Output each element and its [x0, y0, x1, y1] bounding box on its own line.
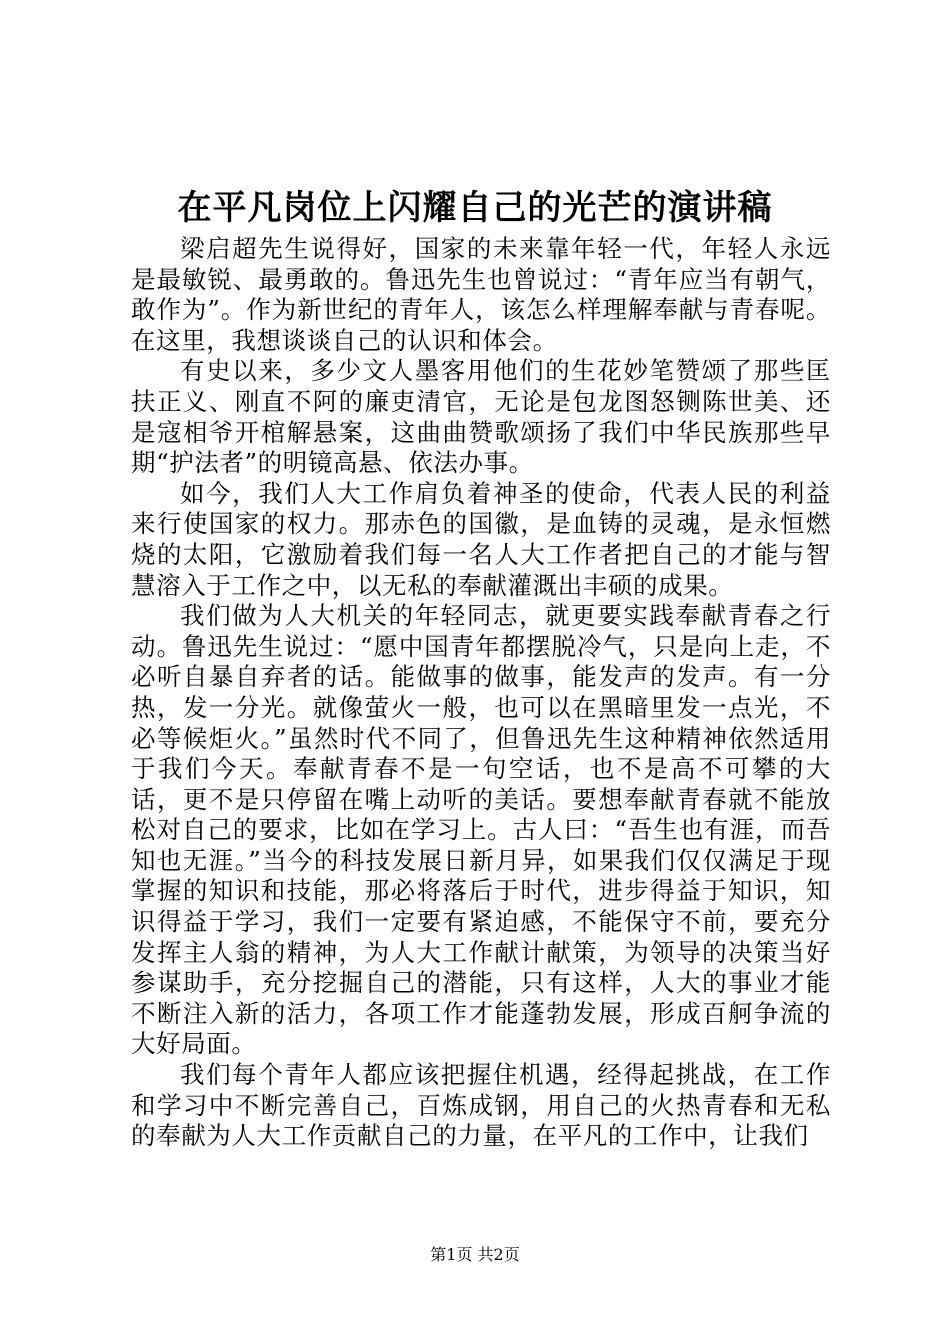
paragraph-2: 有史以来，多少文人墨客用他们的生花妙笔赞颂了那些匡扶正义、刚直不阿的廉吏清官，无论是包龙图怒铡陈世美、还是寇相爷开棺解悬案，这曲曲赞歌颂扬了我们中华民族那些早期“护法者”的明镜高悬、依法办事。 [131, 356, 831, 478]
document-title: 在平凡岗位上闪耀自己的光芒的演讲稿 [177, 188, 773, 228]
page-number-footer: 第1页 共2页 [430, 1245, 520, 1264]
paragraph-4: 我们做为人大机关的年轻同志，就更要实践奉献青春之行动。鲁迅先生说过：“愿中国青年都摆脱冷气，只是向上走，不必听自暴自弃者的话。能做事的做事，能发声的发声。有一分热，发一分光。就像萤火一般，也可以在黑暗里发一点光，不必等候炬火。”虽然时代不同了，但鲁迅先生这种精神依然适用于我们今天。奉献青春不是一句空话，也不是高不可攀的大话，更不是只停留在嘴上动听的美话。要想奉献青春就不能放松对自己的要求，比如在学习上。古人曰：“吾生也有涯，而吾知也无涯。”当今的科技发展日新月异，如果我们仅仅满足于现掌握的知识和技能，那必将落后于时代，进步得益于知识，知识得益于学习，我们一定要有紧迫感，不能保守不前，要充分发挥主人翁的精神，为人大工作献计献策，为领导的决策当好参谋助手，充分挖掘自己的潜能，只有这样，人大的事业才能不断注入新的活力，各项工作才能蓬勃发展，形成百舸争流的大好局面。 [131, 601, 831, 1059]
document-body [131, 234, 831, 1152]
paragraph-1: 梁启超先生说得好，国家的未来靠年轻一代，年轻人永远是最敏锐、最勇敢的。鲁迅先生也曾说过：“青年应当有朝气，敢作为”。作为新世纪的青年人，该怎么样理解奉献与青春呢。在这里，我想谈谈自己的认识和体会。 [131, 234, 831, 355]
paragraph-5: 我们每个青年人都应该把握住机遇，经得起挑战，在工作和学习中不断完善自己，百炼成钢，用自己的火热青春和无私的奉献为人大工作贡献自己的力量，在平凡的工作中，让我们 [131, 1060, 831, 1151]
paragraph-3: 如今，我们人大工作肩负着神圣的使命，代表人民的利益来行使国家的权力。那赤色的国徽，是血铸的灵魂，是永恒燃烧的太阳，它激励着我们每一名人大工作者把自己的才能与智慧溶入于工作之中，以无私的奉献灌溉出丰硕的成果。 [131, 478, 831, 600]
